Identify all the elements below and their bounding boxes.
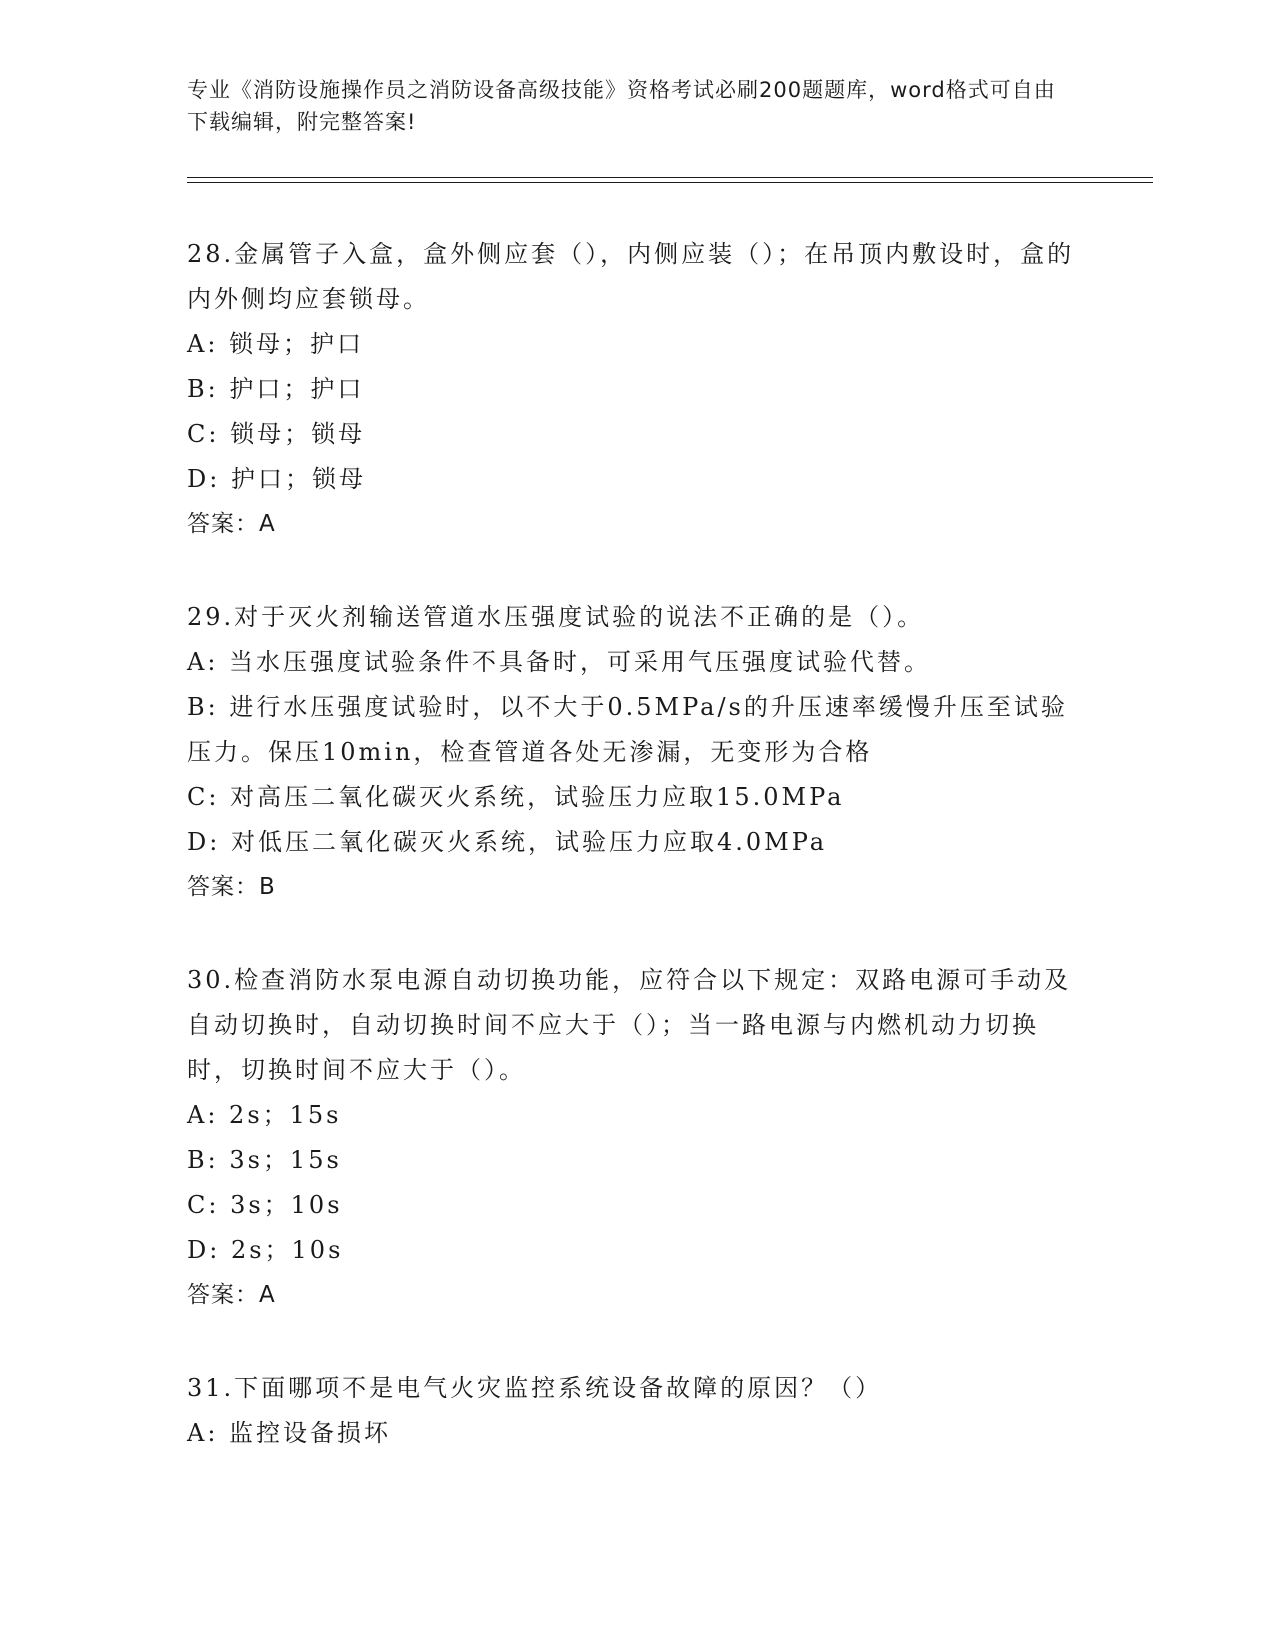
option-b: B: 护口；护口 [187,375,365,403]
option-c: C: 3s；10s [187,1191,343,1219]
option-c: C: 锁母；锁母 [187,420,366,448]
option-d: D: 2s；10s [187,1236,344,1264]
header-divider-top [187,177,1153,178]
question-31 [187,1366,1087,1456]
option-b: B: 3s；15s [187,1146,342,1174]
option-a: A: 当水压强度试验条件不具备时，可采用气压强度试验代替。 [187,648,932,676]
option-b: B: 进行水压强度试验时，以不大于0.5MPa/s的升压速率缓慢升压至试验压力。保压10min，检查管道各处无渗漏，无变形为合格 [187,693,1068,766]
answer-label: 答案：A [187,511,276,537]
answer-label: 答案：A [187,1282,276,1308]
option-c: C: 对高压二氧化碳灭火系统，试验压力应取15.0MPa [187,783,845,811]
question-28 [187,232,1087,547]
option-d: D: 护口；锁母 [187,465,366,493]
question-stem: 31.下面哪项不是电气火灾监控系统设备故障的原因？（） [187,1374,883,1402]
question-stem: 29.对于灭火剂输送管道水压强度试验的说法不正确的是（）。 [187,603,925,631]
option-d: D: 对低压二氧化碳灭火系统，试验压力应取4.0MPa [187,828,828,856]
question-stem: 28.金属管子入盒，盒外侧应套（），内侧应装（）；在吊顶内敷设时，盒的内外侧均应套锁母。 [187,240,1075,313]
option-a: A: 监控设备损坏 [187,1419,392,1447]
question-30 [187,958,1087,1318]
question-29 [187,595,1087,910]
option-a: A: 锁母；护口 [187,330,365,358]
document-header [187,74,1067,138]
question-stem: 30.检查消防水泵电源自动切换功能，应符合以下规定：双路电源可手动及自动切换时，自动切换时间不应大于（）；当一路电源与内燃机动力切换时，切换时间不应大于（）。 [187,966,1072,1084]
header-divider-bottom [187,182,1153,183]
question-list [187,232,1087,1504]
option-a: A: 2s；15s [187,1101,342,1129]
header-text: 专业《消防设施操作员之消防设备高级技能》资格考试必刷200题题库，word格式可自由下载编辑，附完整答案! [187,78,1056,134]
answer-label: 答案：B [187,874,276,900]
